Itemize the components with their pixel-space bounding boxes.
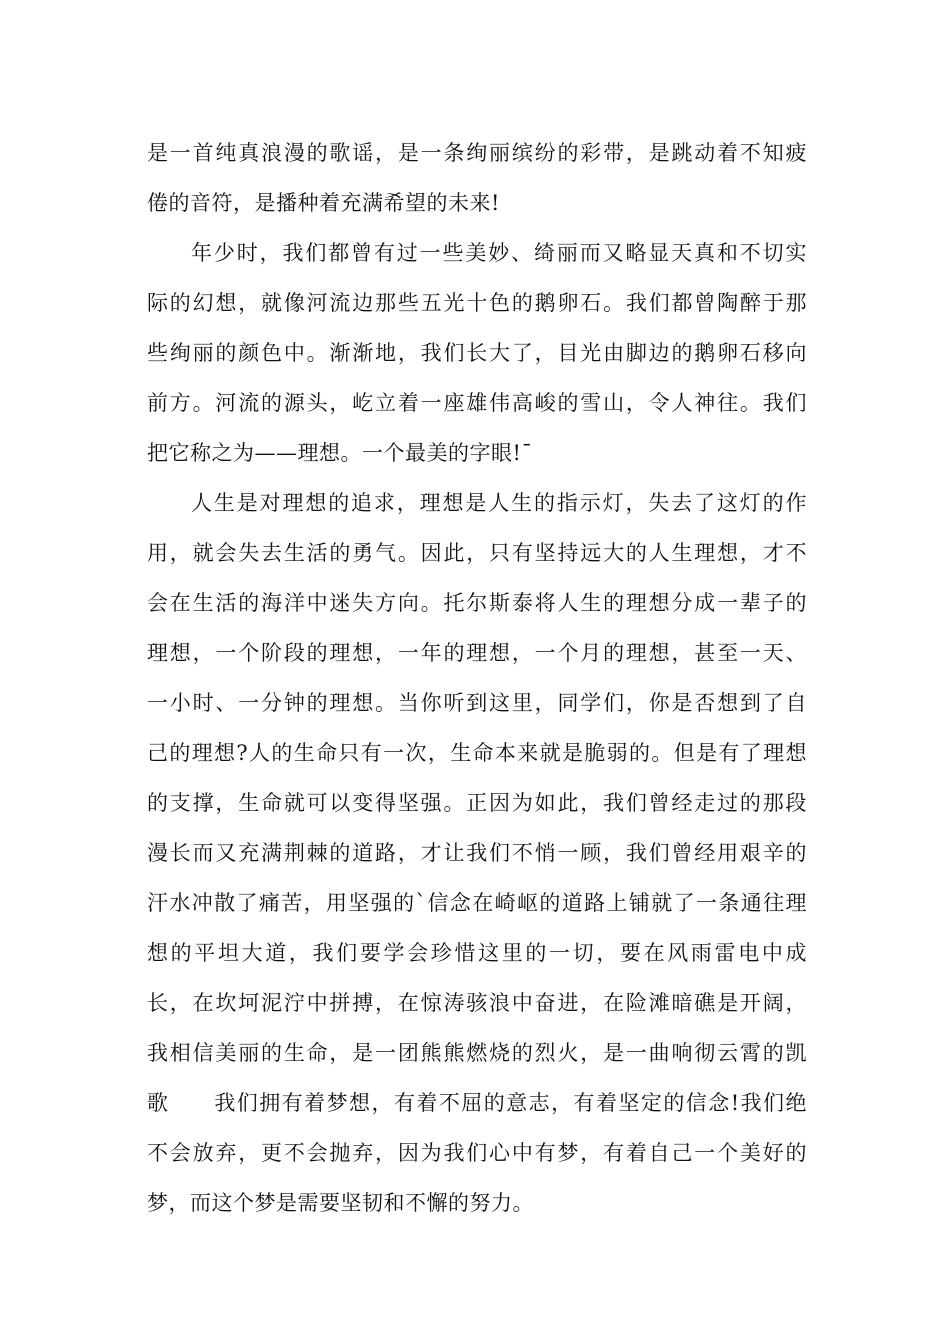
text-line: 人生是对理想的追求，理想是人生的指示灯，失去了这灯的作	[191, 491, 807, 515]
text-line: 倦的音符，是播种着充满希望的未来!	[147, 191, 500, 215]
text-line: 年少时，我们都曾有过一些美妙、绮丽而又略显天真和不切实	[191, 241, 807, 265]
text-line: 前方。河流的源头，屹立着一座雄伟高峻的雪山，令人神往。我们	[147, 391, 807, 415]
text-line: 际的幻想，就像河流边那些五光十色的鹅卵石。我们都曾陶醉于那	[147, 291, 807, 315]
text-line: 歌 我们拥有着梦想，有着不屈的意志，有着坚定的信念!我们绝	[147, 1091, 807, 1115]
text-line: 长，在坎坷泥泞中拼搏，在惊涛骇浪中奋进，在险滩暗礁是开阔，	[147, 991, 807, 1015]
text-line: 不会放弃，更不会抛弃，因为我们心中有梦，有着自己一个美好的	[147, 1141, 807, 1165]
body-text	[147, 128, 807, 1228]
text-line: 汗水冲散了痛苦，用坚强的`信念在崎岖的道路上铺就了一条通往理	[147, 891, 807, 915]
text-line: 些绚丽的颜色中。渐渐地，我们长大了，目光由脚边的鹅卵石移向	[147, 341, 807, 365]
text-line: 漫长而又充满荆棘的道路，才让我们不悄一顾，我们曾经用艰辛的	[147, 841, 807, 865]
text-line: 会在生活的海洋中迷失方向。托尔斯泰将人生的理想分成一辈子的	[147, 591, 807, 615]
text-line: 己的理想?人的生命只有一次，生命本来就是脆弱的。但是有了理想	[147, 741, 807, 765]
text-line: 理想，一个阶段的理想，一年的理想，一个月的理想，甚至一天、	[147, 641, 807, 665]
text-line: 梦，而这个梦是需要坚韧和不懈的努力。	[147, 1191, 534, 1215]
text-line: 想的平坦大道，我们要学会珍惜这里的一切，要在风雨雷电中成	[147, 941, 807, 965]
text-line: 我相信美丽的生命，是一团熊熊燃烧的烈火，是一曲响彻云霄的凯	[147, 1041, 807, 1065]
text-line: 把它称之为——理想。一个最美的字眼!¯	[147, 441, 533, 465]
text-line: 的支撑，生命就可以变得坚强。正因为如此，我们曾经走过的那段	[147, 791, 807, 815]
text-line: 一小时、一分钟的理想。当你听到这里，同学们，你是否想到了自	[147, 691, 807, 715]
text-line: 是一首纯真浪漫的歌谣，是一条绚丽缤纷的彩带，是跳动着不知疲	[147, 141, 807, 165]
text-line: 用，就会失去生活的勇气。因此，只有坚持远大的人生理想，才不	[147, 541, 807, 565]
